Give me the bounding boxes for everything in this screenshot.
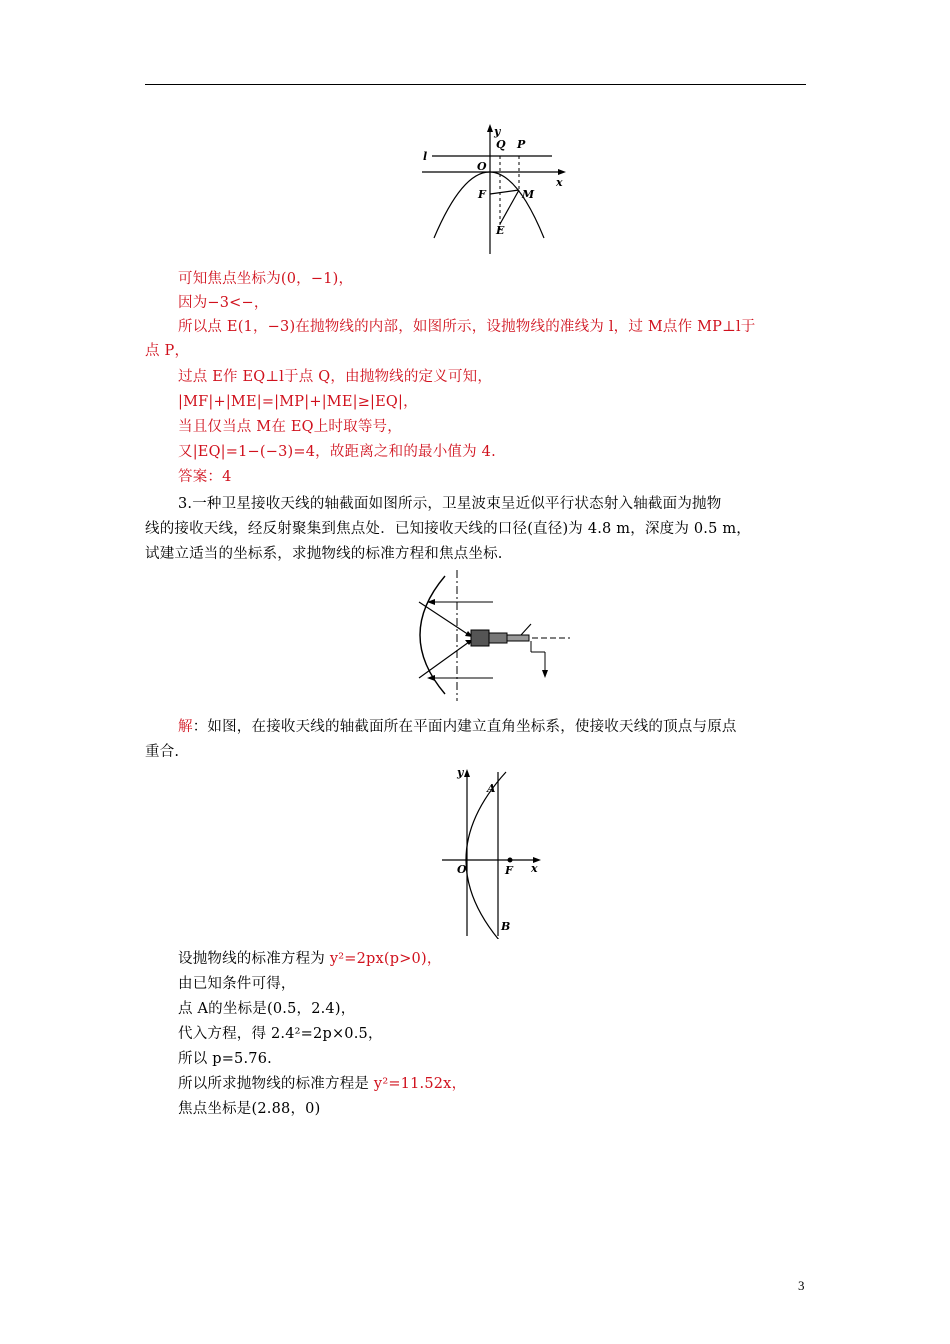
text-line: 当且仅当点 M在 EQ上时取等号， <box>178 419 402 435</box>
step-equation: y²=2px(p>0)， <box>329 951 442 967</box>
text-line: 因为−3<−， <box>178 295 269 311</box>
problem-line: 试建立适当的坐标系，求抛物线的标准方程和焦点坐标. <box>145 546 503 562</box>
text-line: 过点 E作 EQ⊥l于点 Q，由抛物线的定义可知， <box>178 369 493 385</box>
label-y: y <box>457 766 464 779</box>
label-l: l <box>423 150 428 163</box>
text-line: 又|EQ|=1−(−3)=4，故距离之和的最小值为 4. <box>178 444 496 460</box>
step-line: 所以 p=5.76. <box>178 1051 272 1067</box>
problem-line: 3.一种卫星接收天线的轴截面如图所示，卫星波束呈近似平行状态射入轴截面为抛物 <box>178 496 722 512</box>
label-O: O <box>457 863 467 876</box>
label-O: O <box>477 160 487 173</box>
label-F: F <box>505 864 513 877</box>
step-line: 由已知条件可得， <box>178 976 296 992</box>
step-equation: y²=11.52x， <box>373 1076 467 1092</box>
answer-line: 答案：4 <box>178 469 232 485</box>
label-P: P <box>517 138 526 151</box>
step-line <box>178 948 442 970</box>
label-Q: Q <box>496 138 506 151</box>
page-number: 3 <box>798 1278 805 1293</box>
figure-coordinate-parabola <box>440 764 550 939</box>
label-B: B <box>501 920 511 933</box>
label-x: x <box>556 176 563 189</box>
step-line: 点 A的坐标是(0.5，2.4)， <box>178 1001 356 1017</box>
solution-line <box>178 716 737 738</box>
step-text: 所以所求抛物线的标准方程是 <box>178 1076 374 1092</box>
text-line: |MF|+|ME|=|MP|+|ME|≥|EQ|， <box>178 394 418 410</box>
solution-text: ：如图，在接收天线的轴截面所在平面内建立直角坐标系，使接收天线的顶点与原点 <box>192 719 737 735</box>
label-x: x <box>531 862 538 875</box>
figure-parabola-directrix <box>420 118 570 258</box>
text-line: 可知焦点坐标为(0，−1)， <box>178 271 354 287</box>
step-text: 设抛物线的标准方程为 <box>178 951 330 967</box>
problem-line: 线的接收天线，经反射聚集到焦点处．已知接收天线的口径(直径)为 4.8 m，深度为 0.5 m， <box>145 521 751 537</box>
header-rule <box>145 84 806 85</box>
label-A: A <box>487 782 496 795</box>
label-y: y <box>494 125 501 138</box>
label-E: E <box>496 224 505 237</box>
text-line: 所以点 E(1，−3)在抛物线的内部，如图所示，设抛物线的准线为 l，过 M点作 MP⊥l于 <box>178 319 756 335</box>
solution-label: 解 <box>178 719 193 735</box>
step-line: 代入方程，得 2.4²=2p×0.5， <box>178 1026 383 1042</box>
label-M: M <box>522 188 535 201</box>
step-line <box>178 1073 466 1095</box>
step-line: 焦点坐标是(2.88，0) <box>178 1101 321 1117</box>
figure-satellite-antenna <box>405 568 575 703</box>
solution-line: 重合. <box>145 744 180 760</box>
text-line: 点 P， <box>145 343 190 359</box>
label-F: F <box>478 188 486 201</box>
